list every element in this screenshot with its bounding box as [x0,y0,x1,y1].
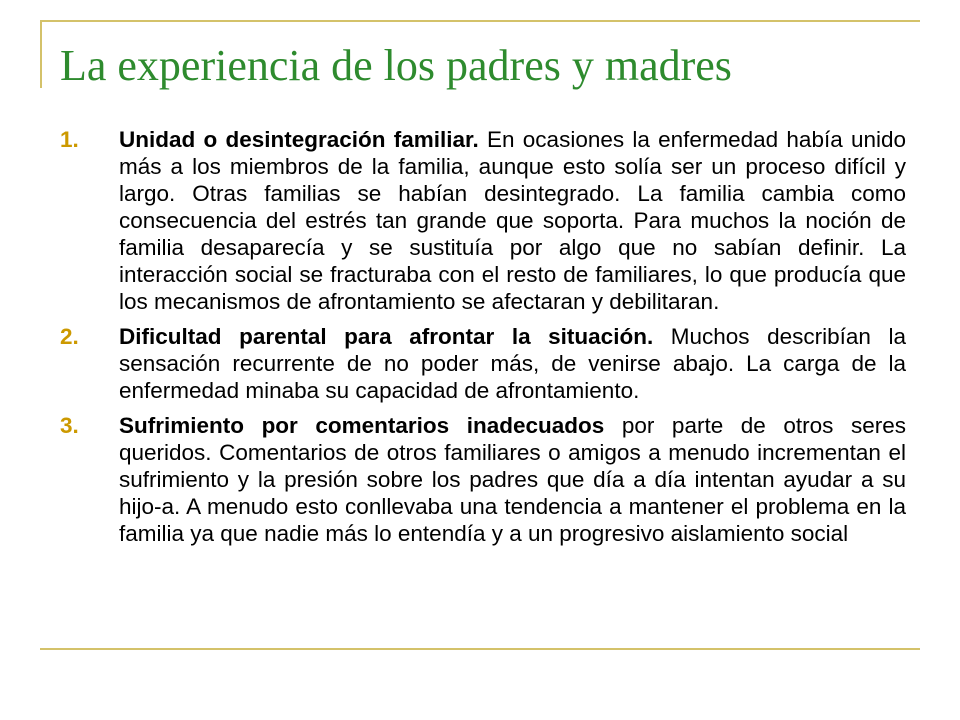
slide-title: La experiencia de los padres y madres [60,41,732,90]
frame-left-line [40,20,42,88]
list-item-number: 3. [60,413,79,438]
list-item [60,126,906,315]
list-item-number: 1. [60,127,79,152]
frame-top-line [40,20,920,22]
list-item-text: En ocasiones la enfermedad había unido más a los miembros de la familia, aunque esto solía ser un proceso difícil y largo. Otras familias se habían desintegrado. La familia cambia como consecuencia del estrés tan grande que soporta. Para muchos la noción de familia desaparecía y se sustituía por algo que no sabían definir. La interacción social se fracturaba con el resto de familiares, lo que producía que los mecanismos de afrontamiento se afectaran y debilitaran. [119,127,907,314]
list-item [60,412,906,547]
list-item-lead: Unidad o desintegración familiar. [119,127,479,152]
list-item-text: por parte de otros seres queridos. Comentarios de otros familiares o amigos a menudo incrementan el sufrimiento y la presión sobre los padres que día a día intentan ayudar a su hijo-a. A menudo esto conllevaba una tendencia a mantener el problema en la familia ya que nadie más lo entendía y a un progresivo aislamiento social [119,413,906,546]
list-item-text: Muchos describían la sensación recurrente de no poder más, de venirse abajo. La carga de la enfermedad minaba su capacidad de afrontamiento. [119,324,907,403]
list-item-lead: Dificultad parental para afrontar la situación. [119,324,654,349]
list-item-lead: Sufrimiento por comentarios inadecuados [119,413,605,438]
numbered-list [60,126,906,555]
list-item-number: 2. [60,324,79,349]
frame-bottom-line [40,648,920,650]
list-item [60,323,906,404]
